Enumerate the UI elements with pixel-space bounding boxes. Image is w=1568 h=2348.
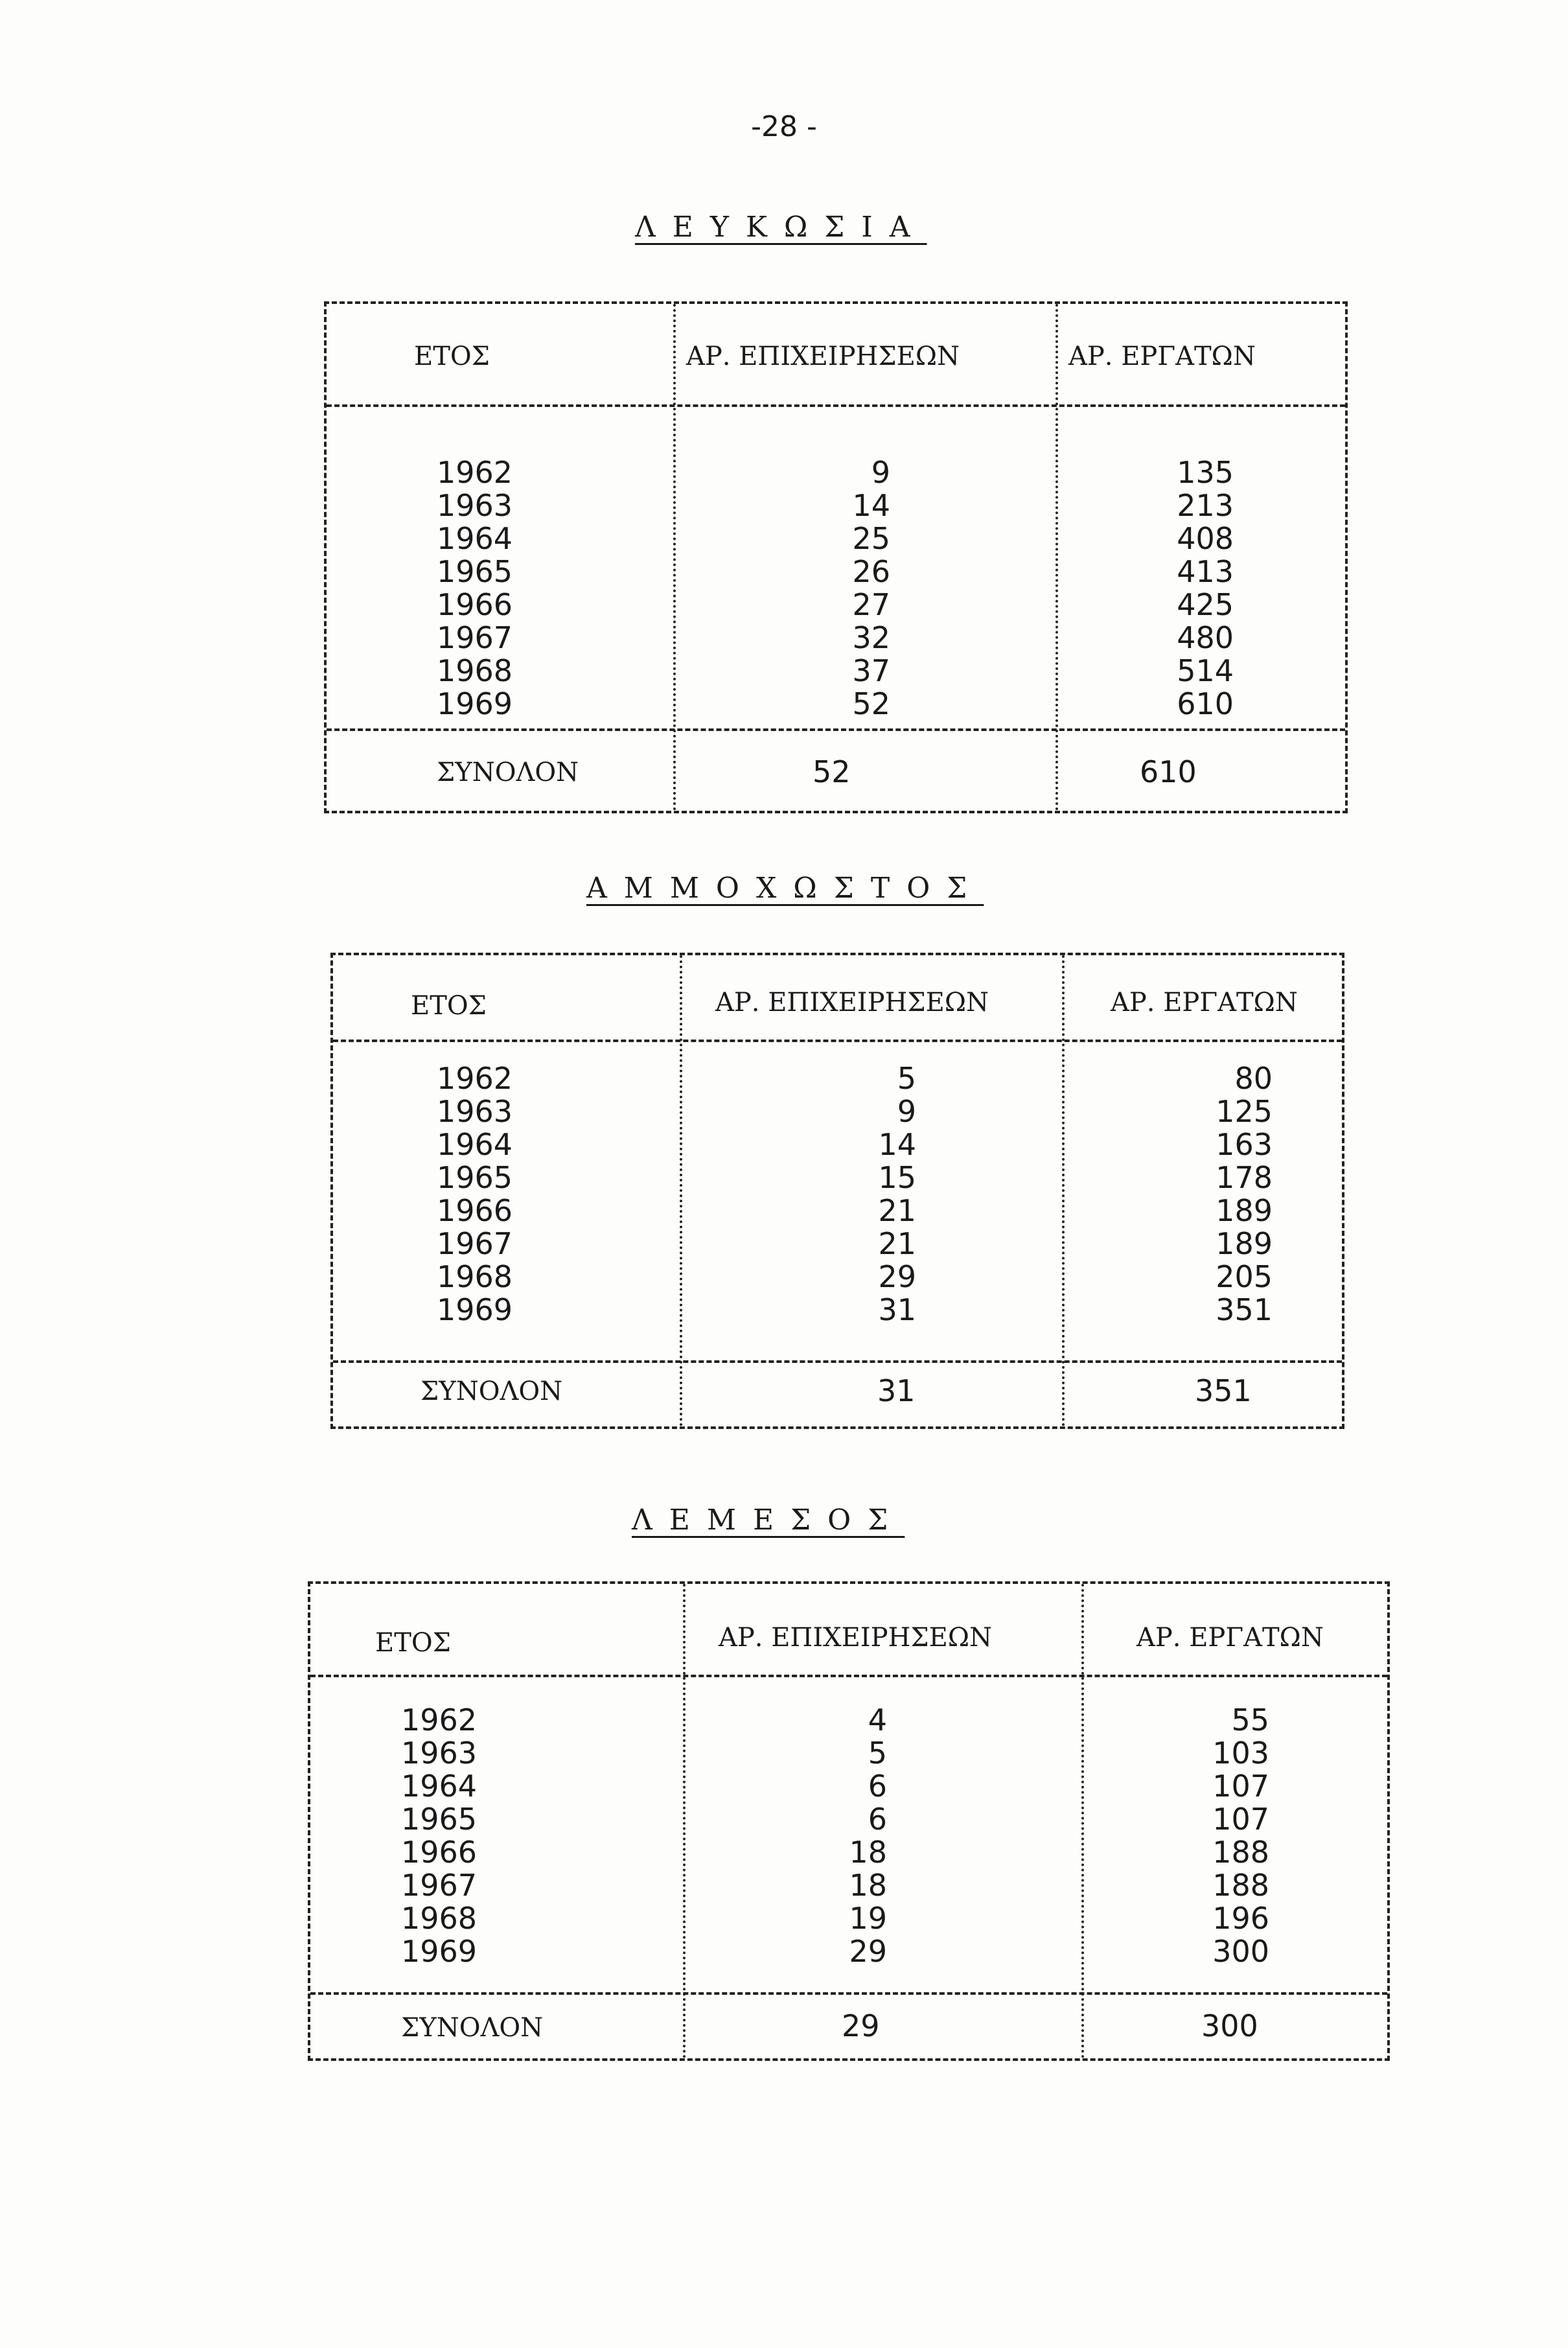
- table-cell: 178: [1216, 1160, 1273, 1195]
- total-businesses: 31: [877, 1373, 916, 1408]
- section-title: ΑΜΜΟΧΩΣΤΟΣ: [586, 872, 984, 905]
- table-cell: 213: [1177, 488, 1234, 523]
- table-cell: 29: [849, 1934, 887, 1969]
- table-cell: 37: [852, 653, 890, 688]
- table-cell: 9: [871, 455, 890, 490]
- total-label: ΣΥΝΟΛΟΝ: [401, 2013, 544, 2043]
- column-header-businesses: ΑΡ. ΕΠΙΧΕΙΡΗΣΕΩΝ: [719, 1623, 993, 1653]
- table-cell: 1967: [401, 1868, 478, 1903]
- table-cell: 1965: [401, 1802, 478, 1837]
- table-cell: 1964: [401, 1769, 478, 1804]
- table-cell: 21: [878, 1226, 916, 1261]
- table-cell: 1965: [437, 554, 513, 589]
- table-cell: 1964: [437, 521, 513, 556]
- table-cell: 1962: [437, 455, 513, 490]
- table-cell: 188: [1212, 1835, 1269, 1870]
- table-cell: 425: [1177, 587, 1234, 622]
- column-workers: [1182, 1062, 1273, 1327]
- column-years: [401, 1704, 477, 1968]
- table-cell: 26: [852, 554, 890, 589]
- table-cell: 514: [1177, 653, 1234, 688]
- table-cell: 27: [852, 587, 890, 622]
- column-businesses: [819, 1062, 916, 1327]
- column-header-year: ΕΤΟΣ: [375, 1628, 451, 1658]
- column-businesses: [793, 456, 890, 721]
- data-table: [324, 301, 1348, 813]
- table-cell: 1967: [437, 620, 513, 655]
- table-cell: 196: [1212, 1901, 1269, 1936]
- column-header-businesses: ΑΡ. ΕΠΙΧΕΙΡΗΣΕΩΝ: [686, 342, 960, 371]
- table-cell: 1967: [437, 1226, 513, 1261]
- table-cell: 1965: [437, 1160, 513, 1195]
- table-cell: 31: [878, 1292, 916, 1327]
- total-label: ΣΥΝΟΛΟΝ: [437, 758, 579, 787]
- table-cell: 5: [868, 1736, 887, 1771]
- table-cell: 1966: [401, 1835, 478, 1870]
- table-cell: 408: [1177, 521, 1234, 556]
- table-cell: 55: [1231, 1703, 1269, 1738]
- table-cell: 103: [1212, 1736, 1269, 1771]
- table-cell: 610: [1177, 686, 1234, 721]
- table-cell: 1966: [437, 1193, 513, 1228]
- table-cell: 125: [1216, 1094, 1273, 1129]
- table-cell: 29: [878, 1259, 916, 1294]
- table-cell: 9: [897, 1094, 916, 1129]
- section-title: ΛΕΜΕΣΟΣ: [632, 1504, 905, 1537]
- column-header-year: ΕΤΟΣ: [414, 342, 490, 371]
- column-years: [437, 1062, 513, 1327]
- table-cell: 18: [849, 1868, 887, 1903]
- table-cell: 1969: [437, 686, 513, 721]
- table-cell: 1966: [437, 587, 513, 622]
- table-cell: 1968: [401, 1901, 478, 1936]
- column-header-businesses: ΑΡ. ΕΠΙΧΕΙΡΗΣΕΩΝ: [715, 988, 989, 1017]
- table-cell: 4: [868, 1703, 887, 1738]
- total-label: ΣΥΝΟΛΟΝ: [421, 1377, 563, 1406]
- data-table: [308, 1581, 1390, 2061]
- table-cell: 188: [1212, 1868, 1269, 1903]
- table-cell: 1968: [437, 1259, 513, 1294]
- total-workers: 610: [1140, 754, 1197, 789]
- column-header-workers: ΑΡ. ΕΡΓΑΤΩΝ: [1136, 1623, 1324, 1653]
- table-cell: 14: [852, 488, 890, 523]
- total-workers: 351: [1195, 1373, 1252, 1408]
- column-header-workers: ΑΡ. ΕΡΓΑΤΩΝ: [1111, 988, 1298, 1017]
- column-businesses: [790, 1704, 887, 1968]
- table-cell: 107: [1212, 1802, 1269, 1837]
- table-cell: 135: [1177, 455, 1234, 490]
- table-cell: 189: [1216, 1226, 1273, 1261]
- table-cell: 32: [852, 620, 890, 655]
- table-cell: 18: [849, 1835, 887, 1870]
- table-cell: 413: [1177, 554, 1234, 589]
- table-cell: 1962: [401, 1703, 478, 1738]
- column-header-year: ΕΤΟΣ: [411, 991, 487, 1021]
- column-workers: [1179, 1704, 1269, 1968]
- table-cell: 1969: [437, 1292, 513, 1327]
- table-cell: 6: [868, 1802, 887, 1837]
- total-businesses: 29: [842, 2008, 880, 2043]
- table-cell: 1969: [401, 1934, 478, 1969]
- column-years: [437, 456, 513, 721]
- table-cell: 205: [1216, 1259, 1273, 1294]
- table-cell: 1968: [437, 653, 513, 688]
- table-cell: 6: [868, 1769, 887, 1804]
- table-cell: 351: [1216, 1292, 1273, 1327]
- table-cell: 163: [1216, 1127, 1273, 1162]
- table-cell: 1963: [437, 488, 513, 523]
- table-cell: 480: [1177, 620, 1234, 655]
- table-cell: 1963: [437, 1094, 513, 1129]
- table-cell: 1964: [437, 1127, 513, 1162]
- table-cell: 1962: [437, 1061, 513, 1096]
- table-cell: 1963: [401, 1736, 478, 1771]
- column-workers: [1143, 456, 1234, 721]
- total-businesses: 52: [813, 754, 851, 789]
- table-cell: 14: [878, 1127, 916, 1162]
- table-cell: 107: [1212, 1769, 1269, 1804]
- total-workers: 300: [1201, 2008, 1258, 2043]
- table-cell: 80: [1234, 1061, 1273, 1096]
- table-cell: 52: [852, 686, 890, 721]
- table-cell: 25: [852, 521, 890, 556]
- column-header-workers: ΑΡ. ΕΡΓΑΤΩΝ: [1068, 342, 1256, 371]
- table-cell: 19: [849, 1901, 887, 1936]
- table-cell: 15: [878, 1160, 916, 1195]
- table-cell: 300: [1212, 1934, 1269, 1969]
- page-number: -28 -: [751, 110, 817, 143]
- data-table: [330, 953, 1344, 1429]
- table-cell: 5: [897, 1061, 916, 1096]
- table-cell: 189: [1216, 1193, 1273, 1228]
- table-cell: 21: [878, 1193, 916, 1228]
- section-title: ΛΕΥΚΩΣΙΑ: [635, 211, 927, 244]
